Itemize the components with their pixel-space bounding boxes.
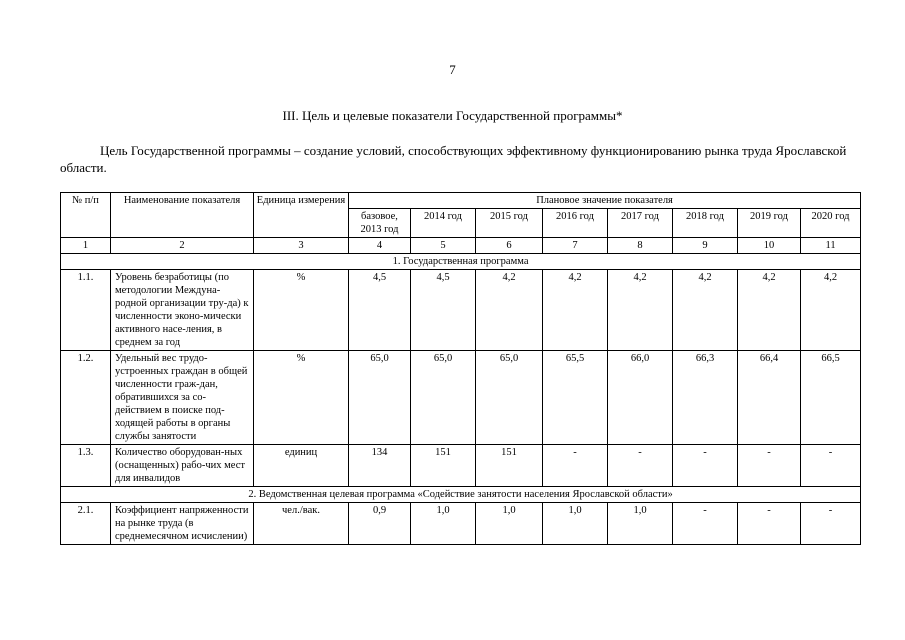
row-number: 1.3.: [61, 445, 111, 487]
column-number: 11: [801, 238, 861, 254]
section-header: 1. Государственная программа: [61, 254, 861, 270]
unit-cell: %: [254, 270, 349, 351]
column-number: 6: [476, 238, 543, 254]
value-cell: -: [543, 445, 608, 487]
value-cell: -: [673, 445, 738, 487]
column-number: 4: [349, 238, 411, 254]
value-cell: 65,5: [543, 351, 608, 445]
table-row: [61, 503, 861, 545]
value-cell: 65,0: [476, 351, 543, 445]
column-number: 9: [673, 238, 738, 254]
value-cell: 66,4: [738, 351, 801, 445]
section-title: III. Цель и целевые показатели Государственной программы*: [282, 108, 623, 123]
unit-cell: %: [254, 351, 349, 445]
header-unit: Единица измерения: [254, 193, 349, 238]
section-header: 2. Ведомственная целевая программа «Содействие занятости населения Ярославской области»: [61, 487, 861, 503]
unit-cell: чел./вак.: [254, 503, 349, 545]
value-cell: 4,2: [543, 270, 608, 351]
header-name: Наименование показателя: [111, 193, 254, 238]
column-number: 10: [738, 238, 801, 254]
header-plan: Плановое значение показателя: [349, 193, 861, 209]
value-cell: 4,2: [801, 270, 861, 351]
value-cell: 4,5: [349, 270, 411, 351]
unit-cell: единиц: [254, 445, 349, 487]
row-number: 1.1.: [61, 270, 111, 351]
page-number: 7: [449, 62, 456, 77]
value-cell: 1,0: [543, 503, 608, 545]
value-cell: 151: [411, 445, 476, 487]
value-cell: 1,0: [476, 503, 543, 545]
row-number: 2.1.: [61, 503, 111, 545]
section1-rows: [61, 270, 861, 487]
value-cell: 65,0: [411, 351, 476, 445]
value-cell: 4,2: [673, 270, 738, 351]
value-cell: 134: [349, 445, 411, 487]
header-year: 2016 год: [543, 209, 608, 238]
value-cell: 66,0: [608, 351, 673, 445]
column-number: 1: [61, 238, 111, 254]
value-cell: 1,0: [608, 503, 673, 545]
table-row: [61, 270, 861, 351]
value-cell: 4,2: [476, 270, 543, 351]
value-cell: -: [801, 445, 861, 487]
value-cell: 66,3: [673, 351, 738, 445]
value-cell: -: [673, 503, 738, 545]
column-number: 8: [608, 238, 673, 254]
value-cell: -: [738, 503, 801, 545]
header-year: 2014 год: [411, 209, 476, 238]
value-cell: 65,0: [349, 351, 411, 445]
column-number: 3: [254, 238, 349, 254]
value-cell: -: [738, 445, 801, 487]
column-numbers-row: [61, 238, 861, 254]
table-row: [61, 445, 861, 487]
header-num: № п/п: [61, 193, 111, 238]
value-cell: 4,2: [738, 270, 801, 351]
column-number: 7: [543, 238, 608, 254]
header-year: 2020 год: [801, 209, 861, 238]
column-number: 2: [111, 238, 254, 254]
value-cell: 1,0: [411, 503, 476, 545]
value-cell: 66,5: [801, 351, 861, 445]
table-row: [61, 351, 861, 445]
header-year: 2019 год: [738, 209, 801, 238]
section2-rows: [61, 503, 861, 545]
header-year: 2017 год: [608, 209, 673, 238]
intro-paragraph: Цель Государственной программы – создание условий, способствующих эффективному функционированию рынка труда Ярославской области.: [60, 143, 847, 175]
value-cell: 4,2: [608, 270, 673, 351]
row-number: 1.2.: [61, 351, 111, 445]
indicator-name: Удельный вес трудо-устроенных граждан в общей численности граж-дан, обратившихся за со-действием в поиске под-ходящей работы в органы службы занятости: [111, 351, 254, 445]
indicator-name: Количество оборудован-ных (оснащенных) рабо-чих мест для инвалидов: [111, 445, 254, 487]
value-cell: 151: [476, 445, 543, 487]
value-cell: 0,9: [349, 503, 411, 545]
header-year: 2015 год: [476, 209, 543, 238]
indicator-name: Уровень безработицы (по методологии Междуна-родной организации тру-да) к численности эконо-мически активного насе-ления, в среднем за год: [111, 270, 254, 351]
indicators-table: [60, 192, 861, 545]
value-cell: -: [801, 503, 861, 545]
column-number: 5: [411, 238, 476, 254]
header-year: базовое, 2013 год: [349, 209, 411, 238]
value-cell: -: [608, 445, 673, 487]
header-year: 2018 год: [673, 209, 738, 238]
indicator-name: Коэффициент напряженности на рынке труда (в среднемесячном исчислении): [111, 503, 254, 545]
value-cell: 4,5: [411, 270, 476, 351]
